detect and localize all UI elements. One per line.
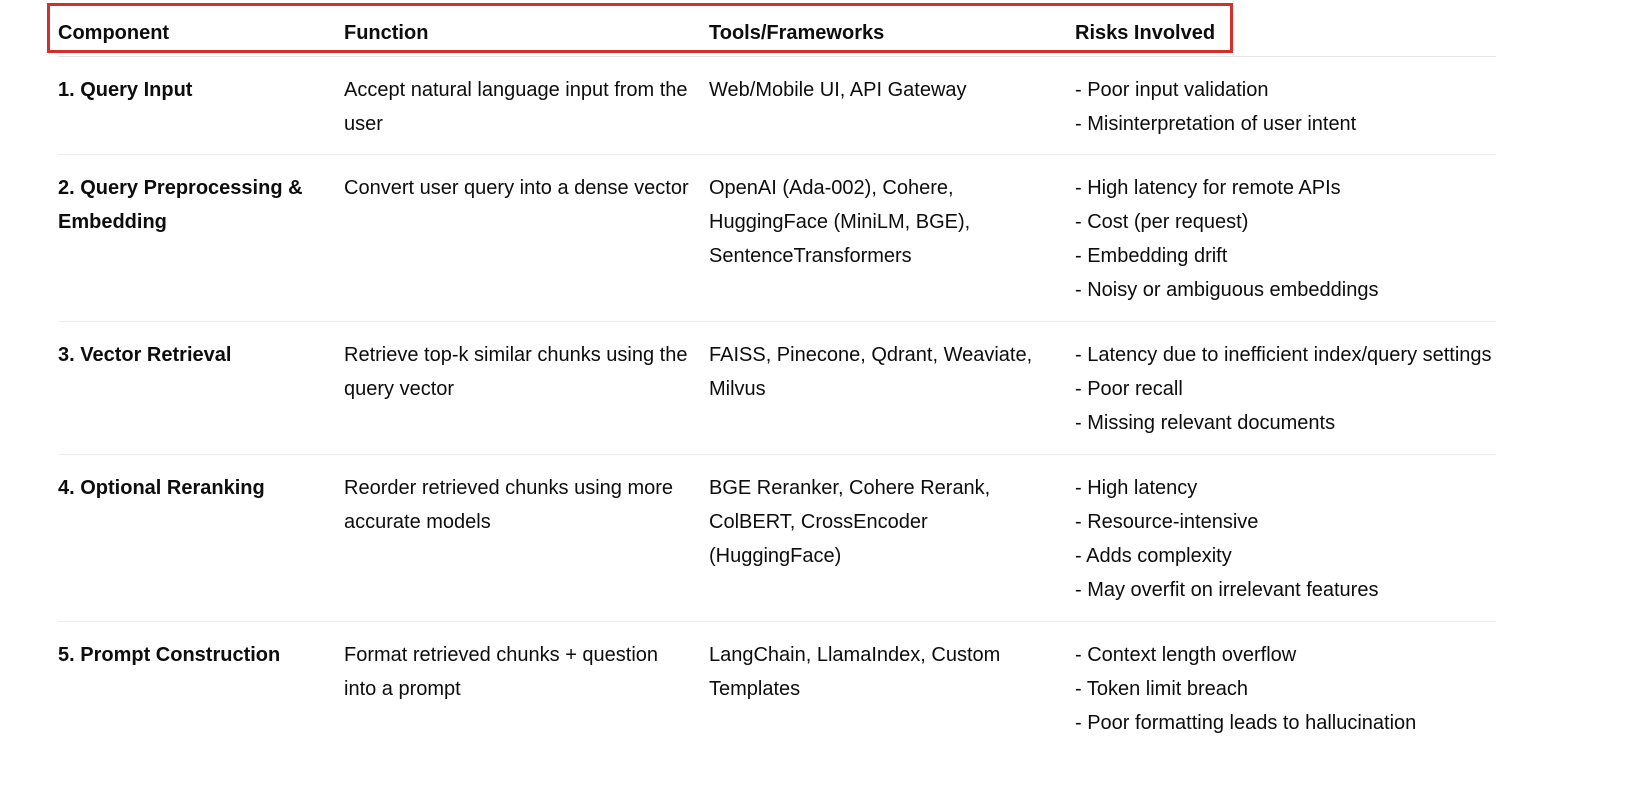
tools-cell: OpenAI (Ada-002), Cohere, HuggingFace (MiniLM, BGE), SentenceTransformers [709, 177, 971, 267]
risk-item: - Poor formatting leads to hallucination [1075, 712, 1417, 734]
component-cell: 2. Query Preprocessing & Embedding [58, 177, 303, 233]
risk-item: - Poor input validation [1075, 79, 1269, 101]
risks-cell [1075, 338, 1515, 440]
risk-item: - May overfit on irrelevant features [1075, 579, 1379, 601]
risk-item: - Misinterpretation of user intent [1075, 113, 1357, 135]
component-cell: 1. Query Input [58, 79, 193, 101]
risks-cell [1075, 73, 1515, 141]
header-tools: Tools/Frameworks [709, 22, 885, 44]
component-cell: 5. Prompt Construction [58, 644, 281, 666]
risk-item: - Context length overflow [1075, 644, 1297, 666]
table-header-row [58, 0, 1496, 57]
component-cell: 3. Vector Retrieval [58, 344, 232, 366]
table-row [58, 455, 1496, 622]
tools-cell: BGE Reranker, Cohere Rerank, ColBERT, CrossEncoder (HuggingFace) [709, 477, 991, 567]
risk-item: - Noisy or ambiguous embeddings [1075, 279, 1379, 301]
table-row [58, 57, 1496, 155]
risk-item: - Cost (per request) [1075, 211, 1249, 233]
header-risks: Risks Involved [1075, 22, 1216, 44]
tools-cell: Web/Mobile UI, API Gateway [709, 79, 967, 101]
table-row [58, 155, 1496, 322]
risks-cell [1075, 638, 1515, 740]
header-function: Function [344, 22, 429, 44]
risk-item: - Poor recall [1075, 378, 1183, 400]
table-row [58, 322, 1496, 455]
header-component: Component [58, 22, 170, 44]
components-table [58, 0, 1496, 788]
risks-cell [1075, 171, 1515, 307]
risk-item: - Resource-intensive [1075, 511, 1259, 533]
function-cell: Retrieve top-k similar chunks using the query vector [344, 344, 688, 400]
tools-cell: LangChain, LlamaIndex, Custom Templates [709, 644, 1001, 700]
risk-item: - Token limit breach [1075, 678, 1249, 700]
risk-item: - Embedding drift [1075, 245, 1228, 267]
risk-item: - Adds complexity [1075, 545, 1232, 567]
risks-cell [1075, 471, 1515, 607]
risk-item: - Missing relevant documents [1075, 412, 1336, 434]
risk-item: - High latency for remote APIs [1075, 177, 1341, 199]
tools-cell: FAISS, Pinecone, Qdrant, Weaviate, Milvus [709, 344, 1033, 400]
function-cell: Reorder retrieved chunks using more accurate models [344, 477, 674, 533]
table-row [58, 622, 1496, 788]
risk-item: - High latency [1075, 477, 1198, 499]
function-cell: Format retrieved chunks + question into a prompt [344, 644, 659, 700]
function-cell: Convert user query into a dense vector [344, 177, 689, 199]
component-cell: 4. Optional Reranking [58, 477, 265, 499]
function-cell: Accept natural language input from the user [344, 79, 688, 135]
risk-item: - Latency due to inefficient index/query settings [1075, 344, 1492, 366]
